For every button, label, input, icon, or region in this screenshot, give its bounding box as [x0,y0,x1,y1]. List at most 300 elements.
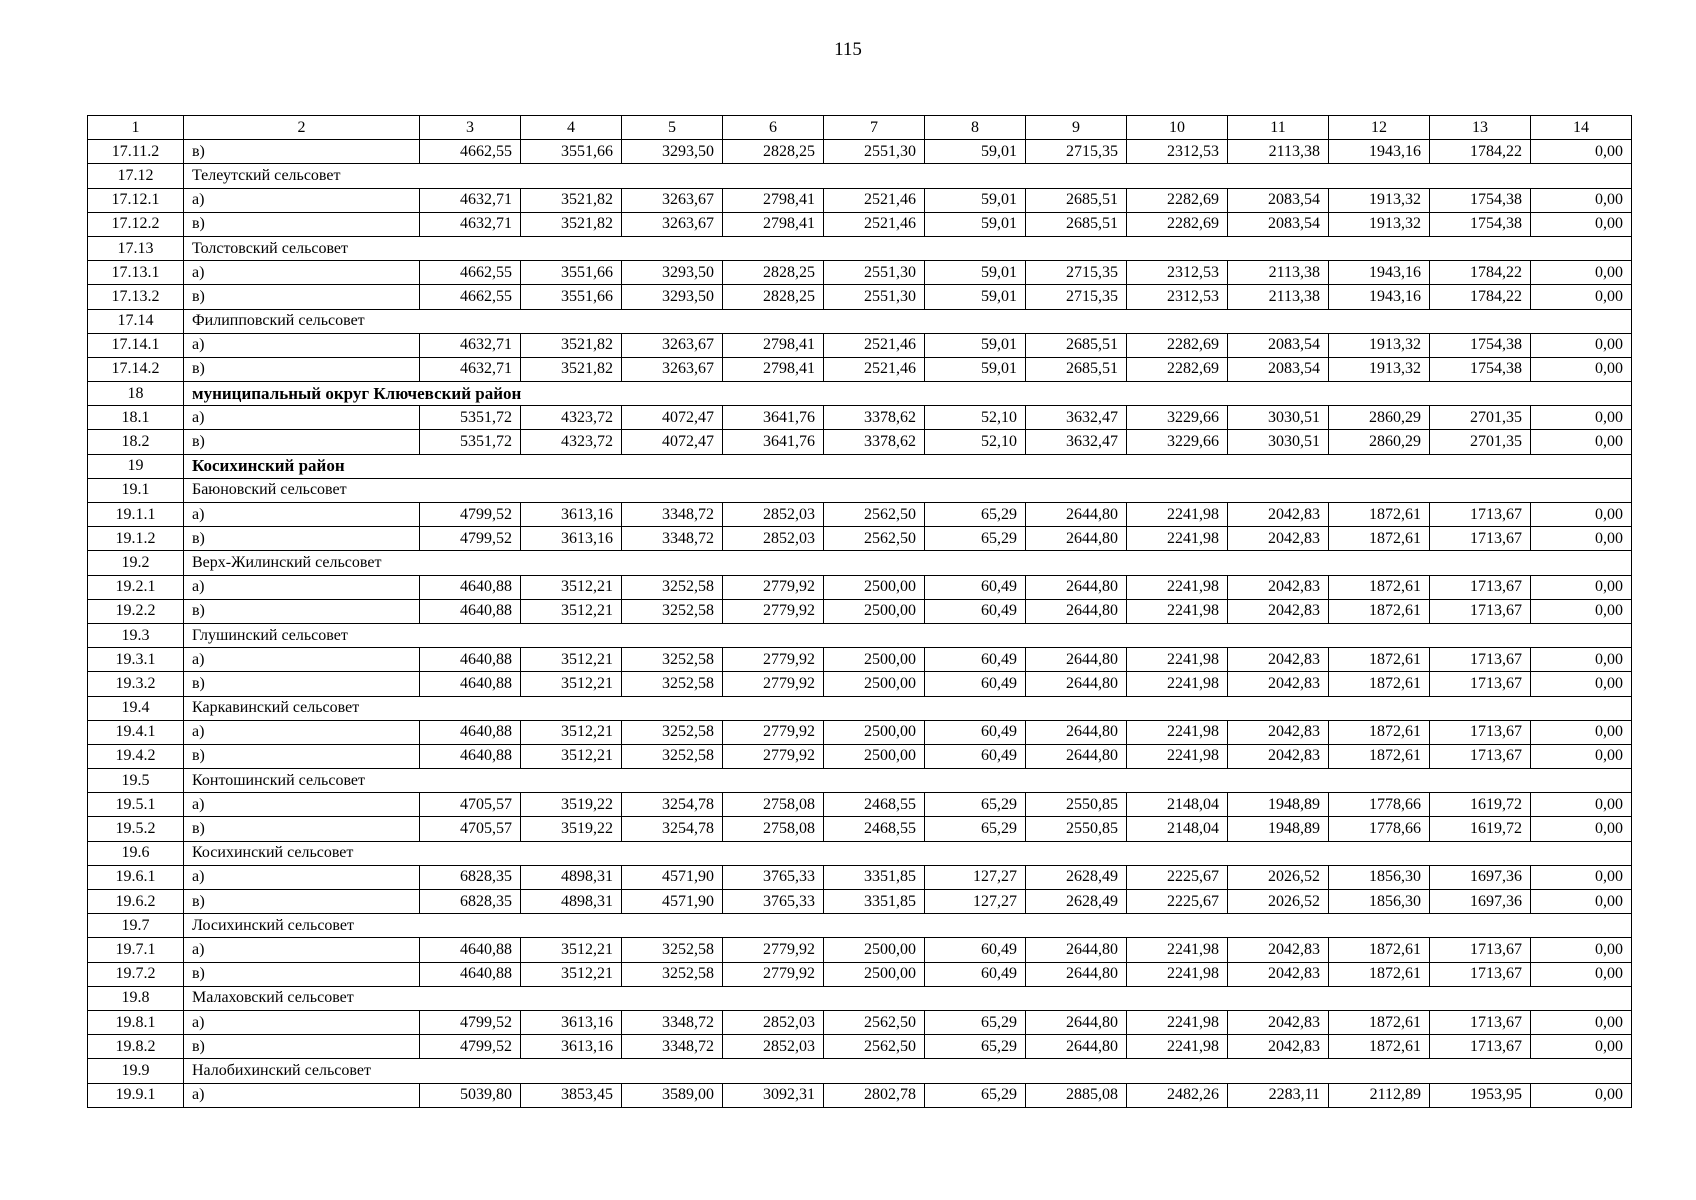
value-cell: 3512,21 [521,744,622,768]
value-cell: 2779,92 [723,744,824,768]
value-cell: 2112,89 [1329,1083,1430,1107]
value-cell: 3293,50 [622,261,723,285]
value-cell: 1713,67 [1430,527,1531,551]
value-cell: 2685,51 [1026,212,1127,236]
section-title: Контошинский сельсовет [184,769,1632,793]
section-title: Толстовский сельсовет [184,236,1632,260]
value-cell: 2562,50 [824,1010,925,1034]
value-cell: 3613,16 [521,503,622,527]
column-header: 5 [622,116,723,140]
value-cell: 3348,72 [622,1035,723,1059]
section-title: Малаховский сельсовет [184,986,1632,1010]
row-number: 18.2 [88,430,184,454]
row-number: 19.7 [88,914,184,938]
row-number: 17.13.1 [88,261,184,285]
row-label: в) [184,212,420,236]
column-header: 9 [1026,116,1127,140]
value-cell: 5351,72 [420,406,521,430]
value-cell: 1913,32 [1329,188,1430,212]
value-cell: 3613,16 [521,1035,622,1059]
value-cell: 60,49 [925,938,1026,962]
value-cell: 1856,30 [1329,865,1430,889]
section-title: Лосихинский сельсовет [184,914,1632,938]
value-cell: 59,01 [925,140,1026,164]
value-cell: 0,00 [1531,212,1632,236]
value-cell: 1713,67 [1430,648,1531,672]
row-label: а) [184,575,420,599]
value-cell: 2644,80 [1026,575,1127,599]
value-cell: 4898,31 [521,890,622,914]
value-cell: 4640,88 [420,938,521,962]
value-cell: 2241,98 [1127,962,1228,986]
value-cell: 2042,83 [1228,962,1329,986]
row-number: 19.8 [88,986,184,1010]
value-cell: 2758,08 [723,817,824,841]
value-cell: 3252,58 [622,744,723,768]
section-title: Глушинский сельсовет [184,623,1632,647]
value-cell: 65,29 [925,817,1026,841]
tariff-table [87,115,1632,1108]
row-number: 19.2 [88,551,184,575]
value-cell: 1913,32 [1329,333,1430,357]
value-cell: 2798,41 [723,212,824,236]
table-row [88,962,1632,986]
table-row [88,599,1632,623]
section-title: Баюновский сельсовет [184,478,1632,502]
table-row [88,357,1632,381]
value-cell: 3263,67 [622,188,723,212]
column-header: 13 [1430,116,1531,140]
row-label: в) [184,527,420,551]
table-row [88,503,1632,527]
value-cell: 2828,25 [723,285,824,309]
row-number: 19.7.2 [88,962,184,986]
value-cell: 2312,53 [1127,261,1228,285]
value-cell: 3641,76 [723,430,824,454]
section-title: Телеутский сельсовет [184,164,1632,188]
value-cell: 127,27 [925,890,1026,914]
value-cell: 3378,62 [824,406,925,430]
value-cell: 0,00 [1531,357,1632,381]
table-row [88,140,1632,164]
value-cell: 1713,67 [1430,938,1531,962]
value-cell: 60,49 [925,720,1026,744]
value-cell: 2701,35 [1430,430,1531,454]
value-cell: 3632,47 [1026,430,1127,454]
value-cell: 52,10 [925,430,1026,454]
row-number: 17.12 [88,164,184,188]
value-cell: 2644,80 [1026,1035,1127,1059]
section-title: Филипповский сельсовет [184,309,1632,333]
value-cell: 1754,38 [1430,212,1531,236]
value-cell: 2042,83 [1228,672,1329,696]
value-cell: 1778,66 [1329,817,1430,841]
row-number: 17.13 [88,236,184,260]
value-cell: 59,01 [925,357,1026,381]
value-cell: 2282,69 [1127,333,1228,357]
table-row [88,938,1632,962]
section-row [88,551,1632,575]
value-cell: 1713,67 [1430,599,1531,623]
value-cell: 1943,16 [1329,140,1430,164]
value-cell: 2241,98 [1127,938,1228,962]
value-cell: 0,00 [1531,817,1632,841]
value-cell: 2644,80 [1026,744,1127,768]
value-cell: 1872,61 [1329,1035,1430,1059]
table-row [88,333,1632,357]
value-cell: 3853,45 [521,1083,622,1107]
value-cell: 1713,67 [1430,1035,1531,1059]
value-cell: 1953,95 [1430,1083,1531,1107]
value-cell: 2482,26 [1127,1083,1228,1107]
value-cell: 2500,00 [824,720,925,744]
value-cell: 65,29 [925,503,1026,527]
row-number: 19.7.1 [88,938,184,962]
row-number: 19.4 [88,696,184,720]
value-cell: 65,29 [925,793,1026,817]
value-cell: 2500,00 [824,962,925,986]
row-number: 19.5 [88,769,184,793]
value-cell: 1948,89 [1228,793,1329,817]
value-cell: 2113,38 [1228,261,1329,285]
value-cell: 4662,55 [420,261,521,285]
value-cell: 2852,03 [723,527,824,551]
value-cell: 4640,88 [420,672,521,696]
row-number: 17.14.2 [88,357,184,381]
value-cell: 2550,85 [1026,793,1127,817]
value-cell: 4632,71 [420,333,521,357]
value-cell: 0,00 [1531,575,1632,599]
value-cell: 4323,72 [521,406,622,430]
row-number: 19.4.2 [88,744,184,768]
row-number: 19.2.2 [88,599,184,623]
value-cell: 2779,92 [723,599,824,623]
value-cell: 4072,47 [622,430,723,454]
value-cell: 2644,80 [1026,938,1127,962]
row-number: 19.2.1 [88,575,184,599]
value-cell: 59,01 [925,261,1026,285]
value-cell: 2083,54 [1228,357,1329,381]
value-cell: 1697,36 [1430,890,1531,914]
value-cell: 2644,80 [1026,962,1127,986]
value-cell: 2562,50 [824,503,925,527]
row-label: а) [184,406,420,430]
value-cell: 1697,36 [1430,865,1531,889]
value-cell: 2802,78 [824,1083,925,1107]
value-cell: 2551,30 [824,285,925,309]
value-cell: 3512,21 [521,599,622,623]
value-cell: 0,00 [1531,938,1632,962]
value-cell: 2282,69 [1127,212,1228,236]
value-cell: 2628,49 [1026,890,1127,914]
value-cell: 2042,83 [1228,720,1329,744]
row-label: в) [184,140,420,164]
row-number: 19.9.1 [88,1083,184,1107]
section-row [88,236,1632,260]
value-cell: 0,00 [1531,406,1632,430]
value-cell: 2644,80 [1026,720,1127,744]
value-cell: 1943,16 [1329,261,1430,285]
section-row [88,841,1632,865]
value-cell: 0,00 [1531,962,1632,986]
row-number: 19.1.1 [88,503,184,527]
row-label: а) [184,261,420,285]
row-number: 17.14 [88,309,184,333]
value-cell: 2644,80 [1026,503,1127,527]
value-cell: 3252,58 [622,720,723,744]
value-cell: 2521,46 [824,188,925,212]
row-label: в) [184,817,420,841]
row-label: а) [184,938,420,962]
column-header: 7 [824,116,925,140]
table-row [88,648,1632,672]
value-cell: 3765,33 [723,865,824,889]
row-label: а) [184,503,420,527]
value-cell: 2083,54 [1228,333,1329,357]
value-cell: 4640,88 [420,962,521,986]
value-cell: 4898,31 [521,865,622,889]
table-row [88,527,1632,551]
value-cell: 1754,38 [1430,333,1531,357]
row-number: 19.1 [88,478,184,502]
value-cell: 0,00 [1531,672,1632,696]
value-cell: 2715,35 [1026,261,1127,285]
value-cell: 2550,85 [1026,817,1127,841]
value-cell: 60,49 [925,575,1026,599]
value-cell: 2521,46 [824,333,925,357]
value-cell: 4705,57 [420,793,521,817]
value-cell: 2562,50 [824,1035,925,1059]
value-cell: 2779,92 [723,938,824,962]
value-cell: 2828,25 [723,261,824,285]
row-label: а) [184,333,420,357]
value-cell: 59,01 [925,333,1026,357]
table-row [88,406,1632,430]
value-cell: 3030,51 [1228,406,1329,430]
value-cell: 1872,61 [1329,938,1430,962]
value-cell: 0,00 [1531,285,1632,309]
table-row [88,430,1632,454]
value-cell: 2644,80 [1026,672,1127,696]
row-number: 19.3.1 [88,648,184,672]
value-cell: 2241,98 [1127,672,1228,696]
value-cell: 0,00 [1531,744,1632,768]
value-cell: 4640,88 [420,599,521,623]
row-label: в) [184,890,420,914]
value-cell: 2042,83 [1228,575,1329,599]
row-label: в) [184,285,420,309]
section-row [88,164,1632,188]
row-number: 19.6.1 [88,865,184,889]
value-cell: 3254,78 [622,817,723,841]
value-cell: 60,49 [925,599,1026,623]
value-cell: 0,00 [1531,333,1632,357]
value-cell: 1872,61 [1329,1010,1430,1034]
value-cell: 2500,00 [824,672,925,696]
table-row [88,1083,1632,1107]
value-cell: 2685,51 [1026,357,1127,381]
value-cell: 2500,00 [824,744,925,768]
value-cell: 5039,80 [420,1083,521,1107]
row-number: 19.6.2 [88,890,184,914]
value-cell: 4640,88 [420,648,521,672]
table-row [88,1035,1632,1059]
value-cell: 3512,21 [521,720,622,744]
value-cell: 2225,67 [1127,890,1228,914]
value-cell: 3252,58 [622,938,723,962]
value-cell: 3613,16 [521,1010,622,1034]
table-row [88,575,1632,599]
value-cell: 3252,58 [622,672,723,696]
row-label: а) [184,1083,420,1107]
column-header: 14 [1531,116,1632,140]
value-cell: 3512,21 [521,648,622,672]
value-cell: 2241,98 [1127,527,1228,551]
row-number: 19.5.1 [88,793,184,817]
value-cell: 2026,52 [1228,865,1329,889]
value-cell: 2798,41 [723,357,824,381]
section-title: Каркавинский сельсовет [184,696,1632,720]
value-cell: 2241,98 [1127,648,1228,672]
table-row [88,1010,1632,1034]
value-cell: 6828,35 [420,865,521,889]
value-cell: 4640,88 [420,744,521,768]
value-cell: 3348,72 [622,503,723,527]
value-cell: 3229,66 [1127,430,1228,454]
section-title: Верх-Жилинский сельсовет [184,551,1632,575]
column-header: 1 [88,116,184,140]
value-cell: 1872,61 [1329,648,1430,672]
row-label: в) [184,1035,420,1059]
value-cell: 52,10 [925,406,1026,430]
value-cell: 1856,30 [1329,890,1430,914]
value-cell: 2312,53 [1127,140,1228,164]
value-cell: 3252,58 [622,575,723,599]
row-label: а) [184,188,420,212]
value-cell: 2042,83 [1228,599,1329,623]
value-cell: 0,00 [1531,648,1632,672]
value-cell: 3293,50 [622,285,723,309]
value-cell: 2241,98 [1127,744,1228,768]
value-cell: 1713,67 [1430,1010,1531,1034]
value-cell: 1872,61 [1329,672,1430,696]
value-cell: 2644,80 [1026,599,1127,623]
value-cell: 2521,46 [824,357,925,381]
value-cell: 3263,67 [622,357,723,381]
value-cell: 3092,31 [723,1083,824,1107]
value-cell: 1872,61 [1329,962,1430,986]
value-cell: 0,00 [1531,430,1632,454]
row-label: в) [184,962,420,986]
column-header: 10 [1127,116,1228,140]
table-row [88,793,1632,817]
value-cell: 59,01 [925,212,1026,236]
value-cell: 2282,69 [1127,357,1228,381]
value-cell: 2779,92 [723,962,824,986]
value-cell: 4323,72 [521,430,622,454]
value-cell: 2042,83 [1228,648,1329,672]
value-cell: 2026,52 [1228,890,1329,914]
value-cell: 0,00 [1531,188,1632,212]
row-label: а) [184,865,420,889]
value-cell: 3254,78 [622,793,723,817]
table-row [88,865,1632,889]
table-row [88,744,1632,768]
column-header: 4 [521,116,622,140]
value-cell: 1784,22 [1430,140,1531,164]
value-cell: 2283,11 [1228,1083,1329,1107]
value-cell: 1943,16 [1329,285,1430,309]
value-cell: 3348,72 [622,1010,723,1034]
value-cell: 3030,51 [1228,430,1329,454]
value-cell: 3589,00 [622,1083,723,1107]
section-row [88,986,1632,1010]
value-cell: 1713,67 [1430,575,1531,599]
value-cell: 3632,47 [1026,406,1127,430]
value-cell: 4632,71 [420,212,521,236]
row-number: 19.5.2 [88,817,184,841]
row-number: 19.6 [88,841,184,865]
value-cell: 1778,66 [1329,793,1430,817]
value-cell: 2852,03 [723,503,824,527]
table-row [88,720,1632,744]
value-cell: 4662,55 [420,285,521,309]
table-row [88,890,1632,914]
value-cell: 3252,58 [622,648,723,672]
value-cell: 3512,21 [521,962,622,986]
column-header: 11 [1228,116,1329,140]
value-cell: 2779,92 [723,575,824,599]
row-label: в) [184,430,420,454]
value-cell: 2860,29 [1329,430,1430,454]
row-label: в) [184,744,420,768]
column-header: 8 [925,116,1026,140]
section-title: Косихинский сельсовет [184,841,1632,865]
value-cell: 3519,22 [521,793,622,817]
value-cell: 2500,00 [824,575,925,599]
value-cell: 4640,88 [420,720,521,744]
value-cell: 4632,71 [420,188,521,212]
value-cell: 4799,52 [420,1010,521,1034]
value-cell: 4662,55 [420,140,521,164]
value-cell: 1872,61 [1329,599,1430,623]
value-cell: 1872,61 [1329,527,1430,551]
value-cell: 2113,38 [1228,285,1329,309]
value-cell: 2500,00 [824,648,925,672]
value-cell: 3252,58 [622,599,723,623]
table-row [88,817,1632,841]
value-cell: 5351,72 [420,430,521,454]
value-cell: 1784,22 [1430,285,1531,309]
value-cell: 60,49 [925,648,1026,672]
value-cell: 1913,32 [1329,357,1430,381]
value-cell: 3351,85 [824,890,925,914]
value-cell: 65,29 [925,1083,1026,1107]
section-row [88,1059,1632,1083]
value-cell: 65,29 [925,527,1026,551]
value-cell: 65,29 [925,1010,1026,1034]
value-cell: 4571,90 [622,890,723,914]
value-cell: 3229,66 [1127,406,1228,430]
value-cell: 2685,51 [1026,188,1127,212]
value-cell: 4072,47 [622,406,723,430]
column-header: 6 [723,116,824,140]
row-label: а) [184,1010,420,1034]
value-cell: 1713,67 [1430,744,1531,768]
value-cell: 2860,29 [1329,406,1430,430]
row-number: 19.4.1 [88,720,184,744]
value-cell: 2852,03 [723,1010,824,1034]
